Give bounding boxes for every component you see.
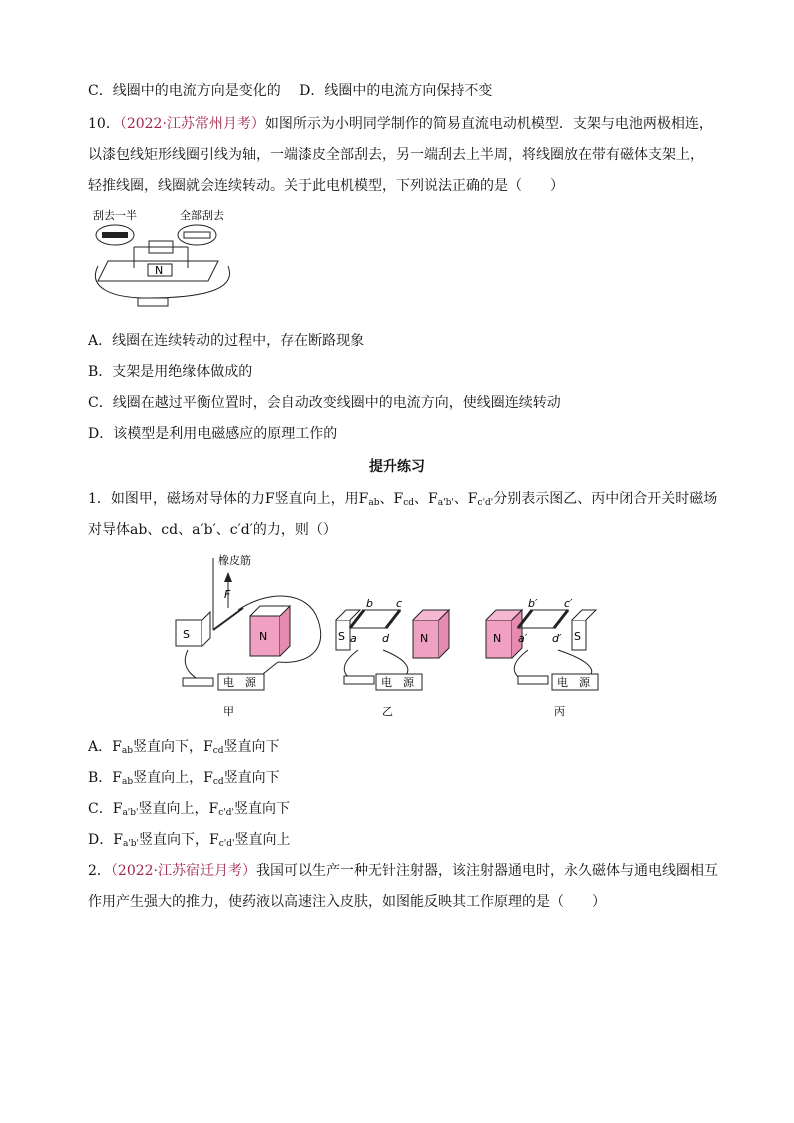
caption-yi: 乙	[382, 705, 393, 718]
p2-stem-line1: 2．（2022·江苏宿迁月考）我国可以生产一种无针注射器，该注射器通电时，永久磁体与通电线圈相互	[88, 863, 719, 879]
q10-option-a: A．线圈在连续转动的过程中，存在断路现象	[88, 333, 365, 349]
svg-text:c′: c′	[564, 597, 573, 610]
caption-bing: 丙	[554, 705, 565, 718]
svg-text:a: a	[350, 632, 357, 645]
p1-stem-line1: 1．如图甲，磁场对导体的力F竖直向上，用$F_{ab}$、$F_{cd}$、$F_{a'b'}$、$F_{c'd'}$分别表示图乙、丙中闭合开关时磁场	[88, 491, 718, 508]
p1-option-b: B．$F_{ab}$竖直向上，$F_{cd}$竖直向下	[88, 770, 280, 787]
label-half-scraped: 刮去一半	[93, 209, 137, 222]
svg-text:d: d	[382, 632, 389, 645]
rubber-band-label: 橡皮筋	[218, 554, 251, 567]
svg-text:a′: a′	[518, 632, 528, 645]
svg-text:b: b	[366, 597, 373, 610]
svg-text:N: N	[259, 630, 268, 643]
svg-text:电 源: 电 源	[381, 676, 414, 689]
magnetic-force-figure	[168, 550, 628, 722]
p1-option-c: C．$F_{a'b'}$竖直向上，$F_{c'd'}$竖直向下	[88, 801, 290, 818]
force-f-label: F	[224, 588, 231, 601]
q10-option-d: D．该模型是利用电磁感应的原理工作的	[88, 426, 338, 442]
svg-text:电 源: 电 源	[223, 676, 256, 689]
q10-option-b: B．支架是用绝缘体做成的	[88, 364, 253, 380]
caption-jia: 甲	[223, 705, 234, 718]
p2-stem-line2: 作用产生强大的推力，使药液以高速注入皮肤，如图能反映其工作原理的是（ ）	[88, 894, 606, 910]
q10-stem-line3: 轻推线圈，线圈就会连续转动。关于此电机模型，下列说法正确的是（ ）	[88, 178, 564, 194]
svg-text:N: N	[420, 632, 429, 645]
svg-text:d′: d′	[552, 632, 562, 645]
svg-text:N: N	[493, 632, 502, 645]
panel-yi	[336, 597, 449, 718]
q10-source: （2022·江苏常州月考）	[119, 116, 265, 132]
label-all-scraped: 全部刮去	[180, 209, 224, 222]
magnet-n-label: N	[155, 264, 164, 277]
svg-text:S: S	[338, 630, 345, 643]
q9-option-d: D．线圈中的电流方向保持不变	[299, 83, 493, 99]
q10-option-c: C．线圈在越过平衡位置时，会自动改变线圈中的电流方向，使线圈连续转动	[88, 395, 561, 411]
panel-bing	[486, 597, 598, 718]
q10-stem-line1: 10．（2022·江苏常州月考）如图所示为小明同学制作的简易直流电动机模型．支架与电池两极相连，	[88, 116, 713, 132]
svg-text:b′: b′	[528, 597, 538, 610]
q10-stem-line2: 以漆包线矩形线圈引线为轴，一端漆皮全部刮去，另一端刮去上半周，将线圈放在带有磁体支架上，	[88, 147, 704, 163]
svg-text:c: c	[396, 597, 403, 610]
svg-text:S: S	[183, 628, 190, 641]
section-title: 提升练习	[369, 459, 425, 475]
panel-jia	[176, 553, 321, 718]
svg-text:电 源: 电 源	[557, 676, 590, 689]
svg-text:S: S	[574, 630, 581, 643]
q9-options-line	[88, 81, 492, 101]
p1-stem-line2: 对导体ab、cd、a′b′、c′d′的力，则（）	[88, 522, 337, 538]
p1-option-a: A．$F_{ab}$竖直向下，$F_{cd}$竖直向下	[88, 739, 280, 756]
motor-model-figure	[88, 206, 248, 316]
p2-source: （2022·江苏宿迁月考）	[110, 863, 257, 879]
q9-option-c: C．线圈中的电流方向是变化的	[88, 83, 281, 99]
p1-option-d: D．$F_{a'b'}$竖直向下，$F_{c'd'}$竖直向上	[88, 832, 291, 849]
